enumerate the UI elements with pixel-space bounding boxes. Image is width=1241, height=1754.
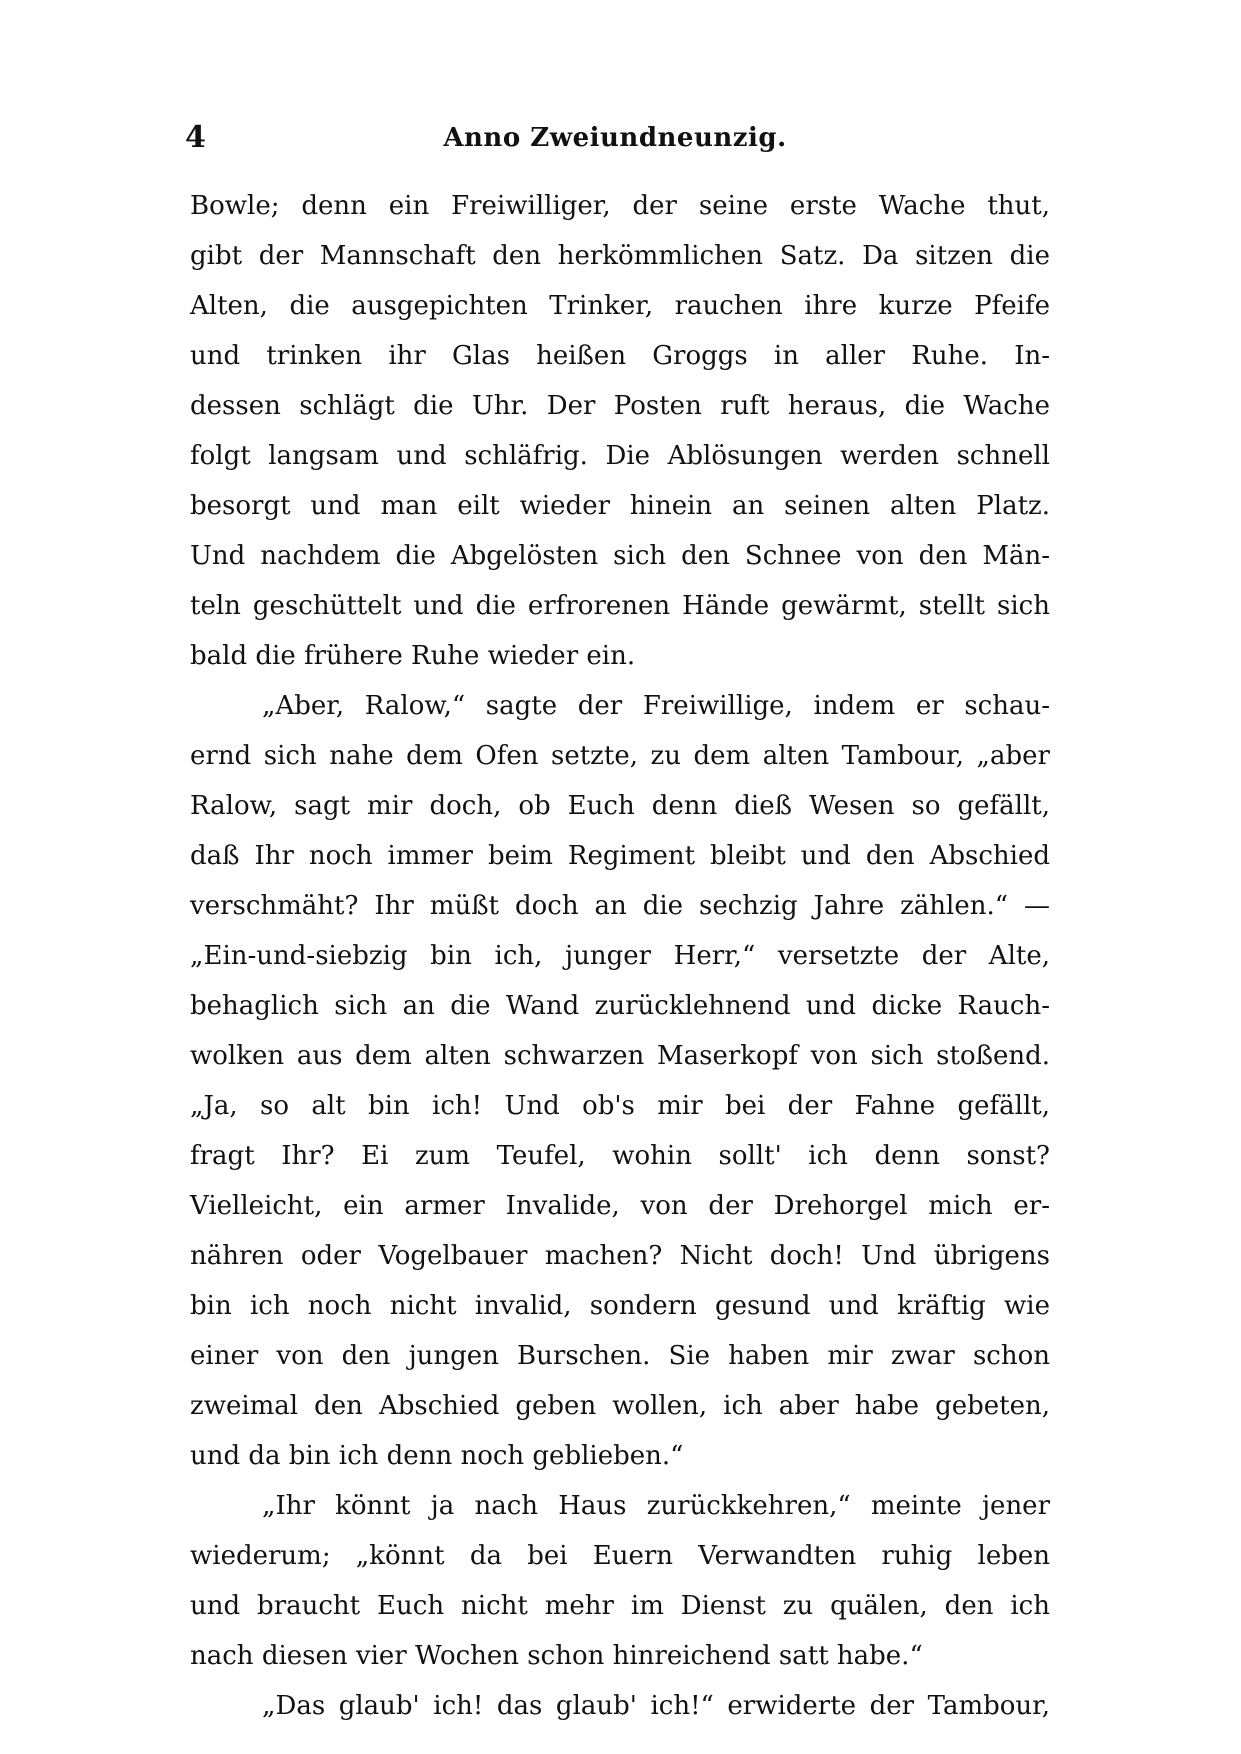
text-line: Und nachdem die Abgelösten sich den Schnee von den Män- [190,541,1050,571]
text-line: nähren oder Vogelbauer machen? Nicht doch! Und übrigens [190,1241,1050,1271]
text-line: behaglich sich an die Wand zurücklehnend und dicke Rauch- [190,991,1050,1021]
text-line: wiederum; „könnt da bei Euern Verwandten ruhig leben [190,1541,1050,1571]
page-header [185,118,1045,168]
text-line: „Ja, so alt bin ich! Und ob's mir bei der Fahne gefällt, [190,1091,1050,1121]
text-line: folgt langsam und schläfrig. Die Ablösungen werden schnell [190,441,1050,471]
text-line: „Ein-und-siebzig bin ich, junger Herr,“ versetzte der Alte, [190,941,1050,971]
text-line: Vielleicht, ein armer Invalide, von der Drehorgel mich er- [190,1191,1050,1221]
text-line: Alten, die ausgepichten Trinker, rauchen ihre kurze Pfeife [190,291,1050,321]
text-line: einer von den jungen Burschen. Sie haben mir zwar schon [190,1341,1050,1371]
running-title: Anno Zweiundneunzig. [443,123,787,153]
text-line: nach diesen vier Wochen schon hinreichend satt habe.“ [190,1641,923,1671]
text-line: „Ihr könnt ja nach Haus zurückkehren,“ meinte jener [262,1491,1050,1521]
text-line: bin ich noch nicht invalid, sondern gesund und kräftig wie [190,1291,1050,1321]
text-line: teln geschüttelt und die erfrorenen Hände gewärmt, stellt sich [190,591,1050,621]
text-line: fragt Ihr? Ei zum Teufel, wohin sollt' ich denn sonst? [190,1141,1050,1171]
text-line: ernd sich nahe dem Ofen setzte, zu dem alten Tambour, „aber [190,741,1050,771]
text-line: verschmäht? Ihr müßt doch an die sechzig Jahre zählen.“ — [190,891,1050,921]
text-line: wolken aus dem alten schwarzen Maserkopf von sich stoßend. [190,1041,1050,1071]
text-line: und braucht Euch nicht mehr im Dienst zu quälen, den ich [190,1591,1050,1621]
text-line: „Aber, Ralow,“ sagte der Freiwillige, indem er schau- [262,691,1050,721]
text-line: dessen schlägt die Uhr. Der Posten ruft heraus, die Wache [190,391,1050,421]
text-line: daß Ihr noch immer beim Regiment bleibt und den Abschied [190,841,1050,871]
text-line: und da bin ich denn noch geblieben.“ [190,1441,684,1471]
text-line: zweimal den Abschied geben wollen, ich aber habe gebeten, [190,1391,1050,1421]
text-line: bald die frühere Ruhe wieder ein. [190,641,636,671]
text-line: Ralow, sagt mir doch, ob Euch denn dieß Wesen so gefällt, [190,791,1050,821]
text-line: gibt der Mannschaft den herkömmlichen Satz. Da sitzen die [190,241,1050,271]
page-number: 4 [185,120,206,155]
text-line: besorgt und man eilt wieder hinein an seinen alten Platz. [190,491,1050,521]
body-text [190,181,1050,1731]
text-line: und trinken ihr Glas heißen Groggs in aller Ruhe. In- [190,341,1050,371]
text-line: „Das glaub' ich! das glaub' ich!“ erwiderte der Tambour, [262,1691,1050,1721]
text-line: Bowle; denn ein Freiwilliger, der seine erste Wache thut, [190,191,1050,221]
